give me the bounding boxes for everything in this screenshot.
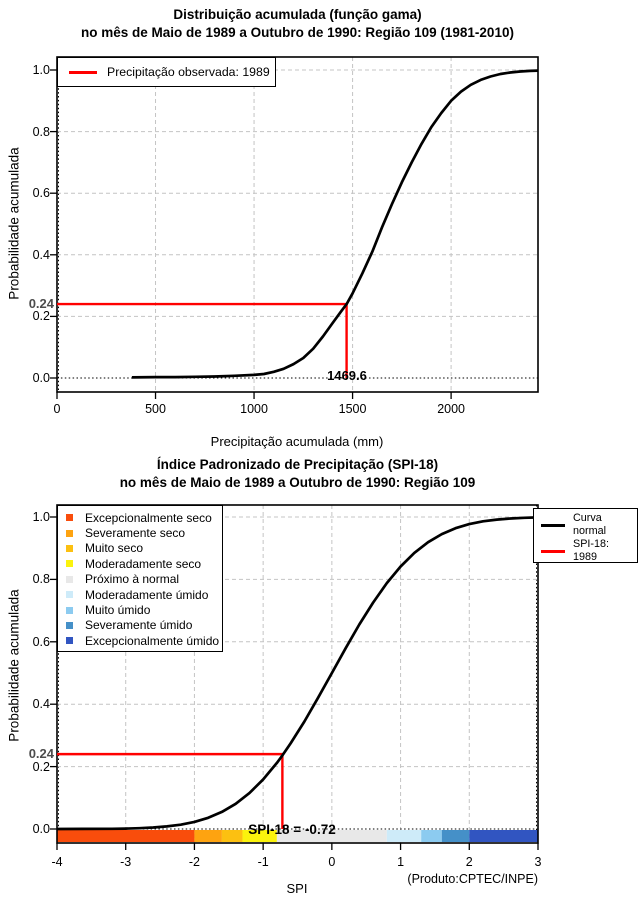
bottom-chart-legend (533, 508, 638, 563)
top-chart-legend (57, 57, 276, 87)
bottom-chart-x-axis-label: SPI (286, 881, 308, 896)
x-tick-label: -3 (120, 855, 132, 869)
top-chart-title-line1: Distribuição acumulada (função gama) (173, 7, 422, 22)
category-color-swatch (66, 530, 73, 537)
spi-category-legend (57, 505, 223, 652)
y-tick-label: 0.2 (32, 309, 50, 324)
plot-box (57, 57, 538, 392)
category-color-swatch (66, 514, 73, 521)
top-chart-y-axis-label: Probabilidade acumulada (6, 147, 22, 300)
y-tick-label: 0.0 (32, 822, 50, 836)
cdf-curve (132, 71, 538, 378)
legend-item (534, 512, 637, 538)
legend-item (534, 538, 637, 564)
x-tick-label: 1 (397, 855, 405, 869)
line-sample (541, 550, 565, 553)
category-label: Severamente seco (85, 526, 186, 541)
category-color-swatch (66, 591, 73, 598)
category-legend-item (58, 633, 222, 648)
category-label: Excepcionalmente úmido (85, 633, 220, 648)
category-legend-item (58, 618, 222, 633)
x-tick-label: -4 (51, 855, 63, 869)
x-tick-label: 0 (53, 402, 61, 416)
y-tick-label: 1.0 (32, 63, 50, 77)
annotation-line (57, 304, 347, 378)
x-tick-label: -1 (257, 855, 269, 869)
category-color-swatch (66, 607, 73, 614)
y-tick-label: 0.6 (32, 186, 50, 201)
y-tick-label: 0.8 (32, 572, 50, 587)
x-tick-label: 1000 (240, 402, 268, 416)
category-legend-item (58, 541, 222, 556)
x-tick-label: 2 (465, 855, 473, 869)
bottom-chart-y-axis-label: Probabilidade acumulada (6, 589, 22, 742)
line-sample (541, 524, 565, 527)
legend-label: SPI-18: 1989 (573, 538, 610, 563)
category-color-swatch (66, 545, 73, 552)
category-legend-item (58, 587, 222, 602)
y-tick-label: 0.8 (32, 124, 50, 139)
bottom-chart-probability-annotation: 0.24 (28, 746, 54, 761)
y-tick-label: 0.6 (32, 634, 50, 649)
top-chart-x-axis-label: Precipitação acumulada (mm) (210, 434, 384, 449)
bottom-chart-title-line2: no mês de Maio de 1989 a Outubro de 1990: Região 109 (119, 475, 476, 490)
category-legend-item (58, 525, 222, 540)
spi-category-bar-segment (194, 830, 221, 842)
category-label: Severamente úmido (85, 618, 193, 633)
category-color-swatch (66, 560, 73, 567)
category-legend-item (58, 556, 222, 571)
category-legend-item (58, 602, 222, 617)
x-tick-label: 2000 (437, 402, 465, 416)
x-tick-label: 0 (328, 855, 336, 869)
category-legend-item (58, 510, 222, 525)
y-tick-label: 0.4 (32, 697, 50, 712)
category-color-swatch (66, 576, 73, 583)
category-color-swatch (66, 622, 73, 629)
spi-category-bar-segment (442, 830, 469, 842)
category-label: Moderadamente úmido (85, 587, 209, 602)
top-chart-precipitation-annotation: 1469.6 (327, 368, 367, 383)
x-tick-label: 3 (534, 855, 542, 869)
y-tick-label: 0.4 (32, 247, 50, 262)
y-tick-label: 0.2 (32, 759, 50, 774)
y-tick-label: 0.0 (32, 371, 50, 385)
bottom-chart-title-line1: Índice Padronizado de Precipitação (SPI-18) (156, 457, 439, 472)
spi-value-annotation: SPI-18 = -0.72 (248, 822, 336, 837)
red-line-sample (69, 71, 97, 74)
category-label: Moderadamente seco (85, 556, 202, 571)
category-label: Excepcionalmente seco (85, 510, 212, 525)
category-legend-item (58, 572, 222, 587)
top-chart-title-line2: no mês de Maio de 1989 a Outubro de 1990: Região 109 (1981-2010) (81, 25, 514, 40)
x-tick-label: 1500 (338, 402, 367, 416)
x-tick-label: 500 (145, 402, 166, 416)
spi-category-bar-segment (387, 830, 421, 842)
category-label: Próximo à normal (85, 572, 180, 587)
category-label: Muito úmido (85, 603, 151, 618)
legend-label: Precipitação observada: 1989 (107, 65, 270, 79)
y-tick-label: 1.0 (32, 510, 50, 524)
product-credit: (Produto:CPTEC/INPE) (407, 872, 538, 886)
spi-category-bar-segment (469, 830, 538, 842)
spi-category-bar-segment (57, 830, 194, 842)
top-chart-probability-annotation: 0.24 (28, 296, 54, 311)
spi-category-bar-segment (421, 830, 442, 842)
x-tick-label: -2 (188, 855, 200, 869)
annotation-line (57, 754, 282, 829)
category-color-swatch (66, 637, 73, 644)
category-label: Muito seco (85, 541, 144, 556)
legend-label: Curva normal (573, 512, 607, 537)
